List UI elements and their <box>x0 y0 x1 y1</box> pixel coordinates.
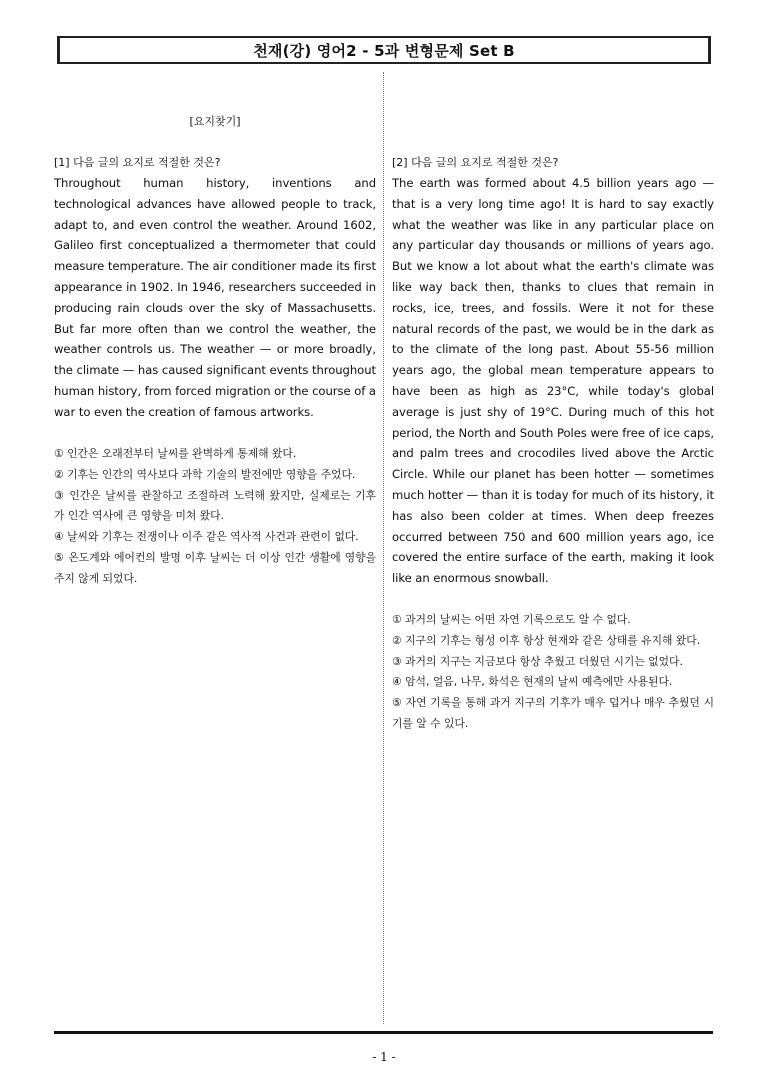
question-2-choice-2: ② 지구의 기후는 형성 이후 항상 현재와 같은 상태를 유지해 왔다. <box>392 633 701 647</box>
question-2-choice-3: ③ 과거의 지구는 지금보다 항상 추웠고 더웠던 시기는 없었다. <box>392 654 683 668</box>
question-2-choice-5: ⑤ 자연 기록을 통해 과거 지구의 기후가 매우 덥거나 매우 추웠던 시기를 알 수 있다. <box>392 696 714 730</box>
page-number: - 1 - <box>372 1050 396 1064</box>
section-title: [요지찾기] <box>189 115 241 128</box>
page-title-text: 천재(강) 영어2 - 5과 변형문제 Set B <box>253 41 515 60</box>
question-1-passage: Throughout human history, inventions and technological advances have allowed people to track, adapt to, and even control the weather. Around 1602, Galileo first conceptualized a thermometer that could measure temperature. The air conditioner made its first appearance in 1902. In 1946, researchers succeeded in producing rain clouds over the sky of Massachusetts. But far more often than we control the weather, the weather controls us. The weather — or more broadly, the climate — has caused significant events throughout human history, from forced migration or the course of a war to even the creation of famous artworks. <box>54 176 376 419</box>
question-1-choice-1: ① 인간은 오래전부터 날씨를 완벽하게 통제해 왔다. <box>54 447 297 460</box>
question-2-choice-4: ④ 암석, 얼음, 나무, 화석은 현재의 날씨 예측에만 사용된다. <box>392 675 673 689</box>
page-title <box>57 36 711 64</box>
question-1-choice-4: ④ 날씨와 기후는 전쟁이나 이주 같은 역사적 사건과 관련이 없다. <box>54 530 359 544</box>
question-2-choice-1: ① 과거의 날씨는 어떤 자연 기록으로도 알 수 없다. <box>392 613 631 626</box>
question-2-choices <box>392 610 714 735</box>
question-1-prompt: [1] 다음 글의 요지로 적절한 것은? <box>54 156 221 169</box>
footer-rule <box>54 1031 713 1034</box>
question-2-prompt: [2] 다음 글의 요지로 적절한 것은? <box>392 156 559 169</box>
question-2-passage: The earth was formed about 4.5 billion years ago — that is a very long time ago! It is hard to say exactly what the weather was like in any particular place on any particular day thousands or millions of years ago. But we know a lot about what the earth's climate was like way back then, thanks to clues that remain in rocks, ice, trees, and fossils. Were it not for these natural records of the past, we would be in the dark as to the climate of the long past. About 55-56 million years ago, the global mean temperature appears to have been as high as 23°C, while today's global average is just shy of 19°C. During much of this hot period, the North and South Poles were free of ice caps, and palm trees and crocodiles lived above the Arctic Circle. While our planet has been hotter — sometimes much hotter — than it is today for much of its history, it has also been colder at times. When deep freezes occurred between 750 and 600 million years ago, ice covered the entire surface of the earth, making it look like an enormous snowball. <box>392 176 714 586</box>
question-1-choice-2: ② 기후는 인간의 역사보다 과학 기술의 발전에만 영향을 주었다. <box>54 467 356 481</box>
column-divider <box>383 72 384 1024</box>
question-1-choice-5: ⑤ 온도계와 에어컨의 발명 이후 날씨는 더 이상 인간 생활에 영향을 주지 않게 되었다. <box>54 550 376 585</box>
question-1-choice-3: ③ 인간은 날씨를 관찰하고 조절하려 노력해 왔지만, 실제로는 기후가 인간 역사에 큰 영향을 미쳐 왔다. <box>54 488 376 523</box>
question-1-choices <box>54 444 376 590</box>
